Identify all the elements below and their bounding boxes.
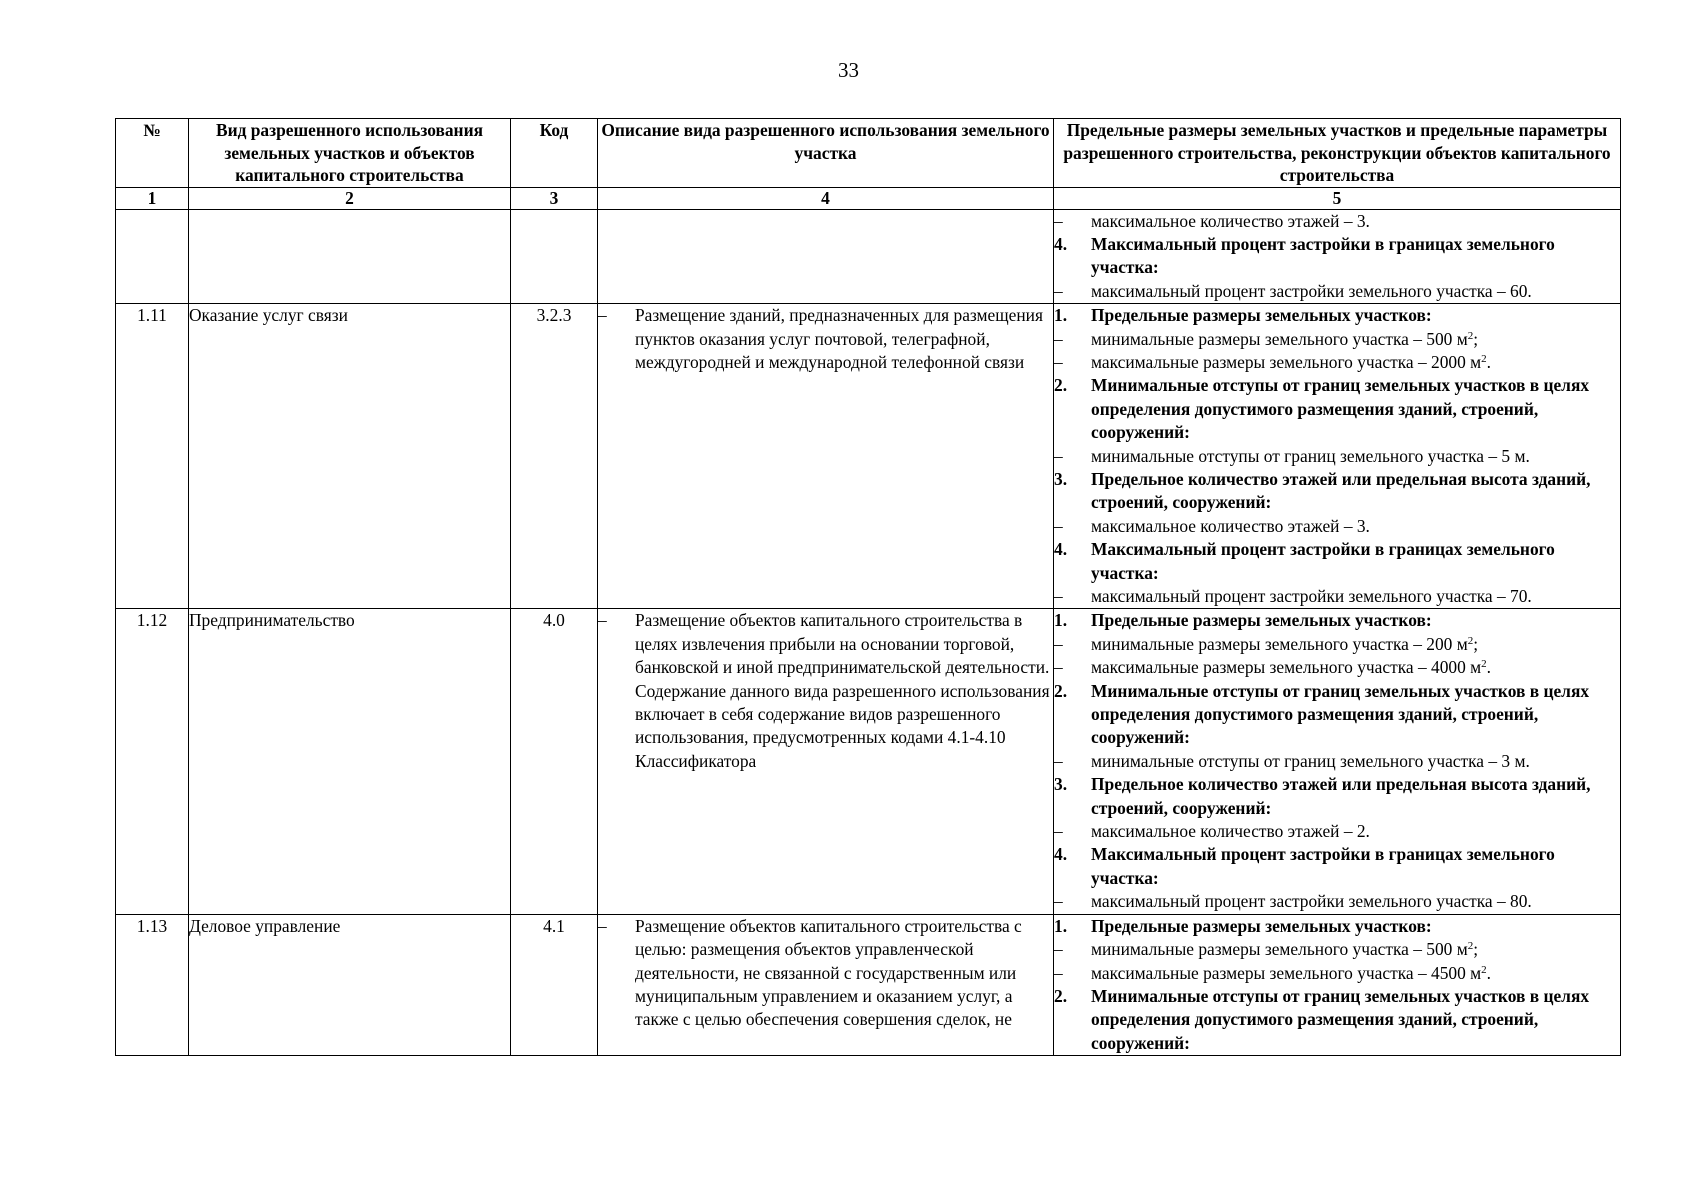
header-code: Код (511, 119, 598, 188)
list-marker: – (1054, 750, 1063, 771)
line-main-text: Максимальный процент застройки в границах земельного участка: (1091, 539, 1555, 583)
use-parameters (1054, 209, 1621, 304)
parameter-line (1054, 750, 1620, 773)
line-main-text: минимальные размеры земельного участка – 500 м (1091, 939, 1468, 960)
parameter-line (1054, 609, 1620, 632)
parameter-line (1054, 938, 1620, 961)
line-main-text: Предельное количество этажей или предельная высота зданий, строений, сооружений: (1091, 774, 1591, 818)
list-marker: – (598, 305, 607, 326)
description-line (598, 304, 1053, 374)
list-marker: – (598, 915, 607, 936)
use-description (598, 914, 1054, 1055)
use-type-name: Оказание услуг связи (189, 304, 511, 609)
line-text (635, 304, 1053, 374)
list-marker: – (1054, 210, 1063, 231)
list-marker: 1. (1054, 305, 1068, 326)
header-parameters: Предельные размеры земельных участков и предельные параметры разрешенного строительства, реконструкции объектов капитального строительства (1054, 119, 1621, 188)
unit-superscript: 2 (1481, 963, 1487, 976)
list-marker: 1. (1054, 610, 1068, 631)
page-number: 33 (838, 58, 859, 82)
line-main-text: Размещение зданий, предназначенных для размещения пунктов оказания услуг почтовой, телеграфной, междугородней и международной телефонной связи (635, 305, 1043, 372)
list-marker: – (598, 610, 607, 631)
parameter-line (1054, 351, 1620, 374)
line-main-text: минимальные отступы от границ земельного участка – 3 м. (1091, 750, 1530, 771)
parameter-line (1054, 773, 1620, 820)
column-number: 2 (189, 187, 511, 209)
use-description (598, 304, 1054, 609)
unit-superscript: 2 (1481, 352, 1487, 365)
line-text (1091, 328, 1620, 351)
unit-superscript: 2 (1467, 940, 1474, 953)
line-main-text: Размещение объектов капитального строительства в целях извлечения прибыли на основании торговой, банковской и иной предпринимательской деятельности. Содержание данного вида разрешенного использования включает в себя содержание видов разрешенного использования, предусмотренных кодами 4.1-4.10 Классификатора (635, 610, 1050, 771)
use-parameters (1054, 304, 1621, 609)
list-marker: 2. (1054, 375, 1068, 396)
list-marker: 1. (1054, 915, 1068, 936)
line-main-text: Минимальные отступы от границ земельных участков в целях определения допустимого размещения зданий, строений, сооружений: (1091, 985, 1590, 1053)
row-number: 1.12 (116, 609, 189, 914)
header-number: № (116, 119, 189, 188)
table-row (116, 609, 1621, 914)
list-marker: 4. (1054, 539, 1068, 560)
line-text (1091, 680, 1620, 750)
line-main-text: максимальное количество этажей – 3. (1091, 210, 1370, 231)
line-main-text: максимальный процент застройки земельного участка – 80. (1091, 891, 1532, 912)
parameter-line (1054, 468, 1620, 515)
parameter-line (1054, 890, 1620, 913)
line-suffix: . (1486, 351, 1491, 372)
use-type-name: Деловое управление (189, 914, 511, 1055)
unit-superscript: 2 (1481, 658, 1487, 671)
parameter-line (1054, 328, 1620, 351)
parameter-line (1054, 304, 1620, 327)
list-marker: – (1054, 351, 1063, 372)
list-marker: 2. (1054, 985, 1068, 1006)
parameter-line (1054, 843, 1620, 890)
line-main-text: Размещение объектов капитального строительства с целью: размещения объектов управленческой деятельности, не связанной с государственным или муниципальным управлением и оказанием услуг, а также с целью обеспечения совершения сделок, не (635, 915, 1022, 1030)
parameter-line (1054, 633, 1620, 656)
parameter-line (1054, 233, 1620, 280)
line-main-text: максимальное количество этажей – 3. (1091, 515, 1370, 536)
list-marker: 4. (1054, 233, 1068, 254)
table-header-row (116, 119, 1621, 188)
line-text (1091, 468, 1620, 515)
list-marker: – (1054, 328, 1063, 349)
column-number-row (116, 187, 1621, 209)
line-main-text: минимальные отступы от границ земельного участка – 5 м. (1091, 445, 1530, 466)
column-number: 3 (511, 187, 598, 209)
parameter-line (1054, 374, 1620, 444)
list-marker: – (1054, 445, 1063, 466)
line-main-text: Предельное количество этажей или предельная высота зданий, строений, сооружений: (1091, 468, 1591, 513)
line-text (1091, 985, 1620, 1055)
line-text (1091, 915, 1620, 938)
use-code: 4.1 (511, 914, 598, 1055)
row-number: 1.13 (116, 914, 189, 1055)
line-text (1091, 938, 1620, 961)
parameter-line (1054, 585, 1620, 608)
use-code: 4.0 (511, 609, 598, 914)
use-code (511, 209, 598, 304)
list-marker: 3. (1054, 468, 1068, 489)
parameter-line (1054, 280, 1620, 303)
line-text (1091, 773, 1620, 820)
parameter-line (1054, 962, 1620, 985)
list-marker: – (1054, 657, 1063, 678)
list-marker: 3. (1054, 774, 1068, 795)
header-use-type: Вид разрешенного использования земельных участков и объектов капитального строительства (189, 119, 511, 188)
line-suffix: ; (1473, 328, 1479, 349)
line-main-text: Максимальный процент застройки в границах земельного участка: (1091, 844, 1555, 888)
column-number: 1 (116, 187, 189, 209)
parameter-line (1054, 680, 1620, 750)
table-row (116, 914, 1621, 1055)
line-text (1091, 233, 1620, 280)
line-main-text: Предельные размеры земельных участков: (1091, 610, 1432, 631)
header-description: Описание вида разрешенного использования земельного участка (598, 119, 1054, 188)
line-text (1091, 445, 1620, 468)
parameter-line (1054, 445, 1620, 468)
use-type-name: Предпринимательство (189, 609, 511, 914)
line-main-text: максимальные размеры земельного участка – 4500 м (1091, 962, 1482, 983)
line-text (1091, 962, 1620, 985)
line-text (1091, 515, 1620, 538)
row-number: 1.11 (116, 304, 189, 609)
line-text (1091, 609, 1620, 632)
line-text (1091, 750, 1620, 773)
line-main-text: Минимальные отступы от границ земельных участков в целях определения допустимого размещения зданий, строений, сооружений: (1091, 680, 1590, 748)
list-marker: – (1054, 891, 1063, 912)
list-marker: 4. (1054, 844, 1068, 865)
line-text (1091, 843, 1620, 890)
list-marker: – (1054, 280, 1063, 301)
list-marker: – (1054, 586, 1063, 606)
line-main-text: минимальные размеры земельного участка – 200 м (1091, 633, 1468, 654)
use-parameters (1054, 609, 1621, 914)
line-main-text: максимальный процент застройки земельного участка – 70. (1091, 586, 1532, 606)
table-row (116, 304, 1621, 609)
line-main-text: Предельные размеры земельных участков: (1091, 305, 1432, 326)
line-suffix: ; (1473, 633, 1479, 654)
line-text (1091, 374, 1620, 444)
line-text (1091, 210, 1620, 233)
line-main-text: Минимальные отступы от границ земельных участков в целях определения допустимого размещения зданий, строений, сооружений: (1091, 375, 1590, 443)
line-text (1091, 538, 1620, 585)
line-text (635, 609, 1053, 773)
list-marker: – (1054, 962, 1063, 983)
line-main-text: максимальные размеры земельного участка – 2000 м (1091, 351, 1482, 372)
line-main-text: минимальные размеры земельного участка – 500 м (1091, 328, 1468, 349)
list-marker: 2. (1054, 680, 1068, 701)
line-text (1091, 585, 1620, 608)
line-suffix: ; (1473, 939, 1479, 960)
line-text (1091, 890, 1620, 913)
line-text (1091, 656, 1620, 679)
line-text (1091, 304, 1620, 327)
line-main-text: максимальный процент застройки земельного участка – 60. (1091, 280, 1532, 301)
row-number (116, 209, 189, 304)
list-marker: – (1054, 515, 1063, 536)
line-main-text: максимальное количество этажей – 2. (1091, 821, 1370, 842)
parameter-line (1054, 515, 1620, 538)
description-line (598, 609, 1053, 773)
line-suffix: . (1486, 657, 1491, 678)
line-main-text: Максимальный процент застройки в границах земельного участка: (1091, 233, 1555, 278)
parameter-line (1054, 656, 1620, 679)
unit-superscript: 2 (1467, 634, 1474, 647)
list-marker: – (1054, 633, 1063, 654)
list-marker: – (1054, 821, 1063, 842)
line-main-text: Предельные размеры земельных участков: (1091, 915, 1432, 936)
column-number: 5 (1054, 187, 1621, 209)
parameter-line (1054, 985, 1620, 1055)
land-use-table (115, 118, 1621, 1056)
parameter-line (1054, 820, 1620, 843)
line-main-text: максимальные размеры земельного участка – 4000 м (1091, 657, 1482, 678)
description-line (598, 915, 1053, 1032)
line-text (1091, 820, 1620, 843)
line-text (635, 915, 1053, 1032)
parameter-line (1054, 210, 1620, 233)
table-row (116, 209, 1621, 304)
use-parameters (1054, 914, 1621, 1055)
column-number: 4 (598, 187, 1054, 209)
use-code: 3.2.3 (511, 304, 598, 609)
parameter-line (1054, 538, 1620, 585)
use-description (598, 209, 1054, 304)
line-text (1091, 280, 1620, 303)
use-description (598, 609, 1054, 914)
line-text (1091, 633, 1620, 656)
line-suffix: . (1486, 962, 1491, 983)
parameter-line (1054, 915, 1620, 938)
unit-superscript: 2 (1467, 329, 1474, 342)
use-type-name (189, 209, 511, 304)
line-text (1091, 351, 1620, 374)
list-marker: – (1054, 939, 1063, 960)
